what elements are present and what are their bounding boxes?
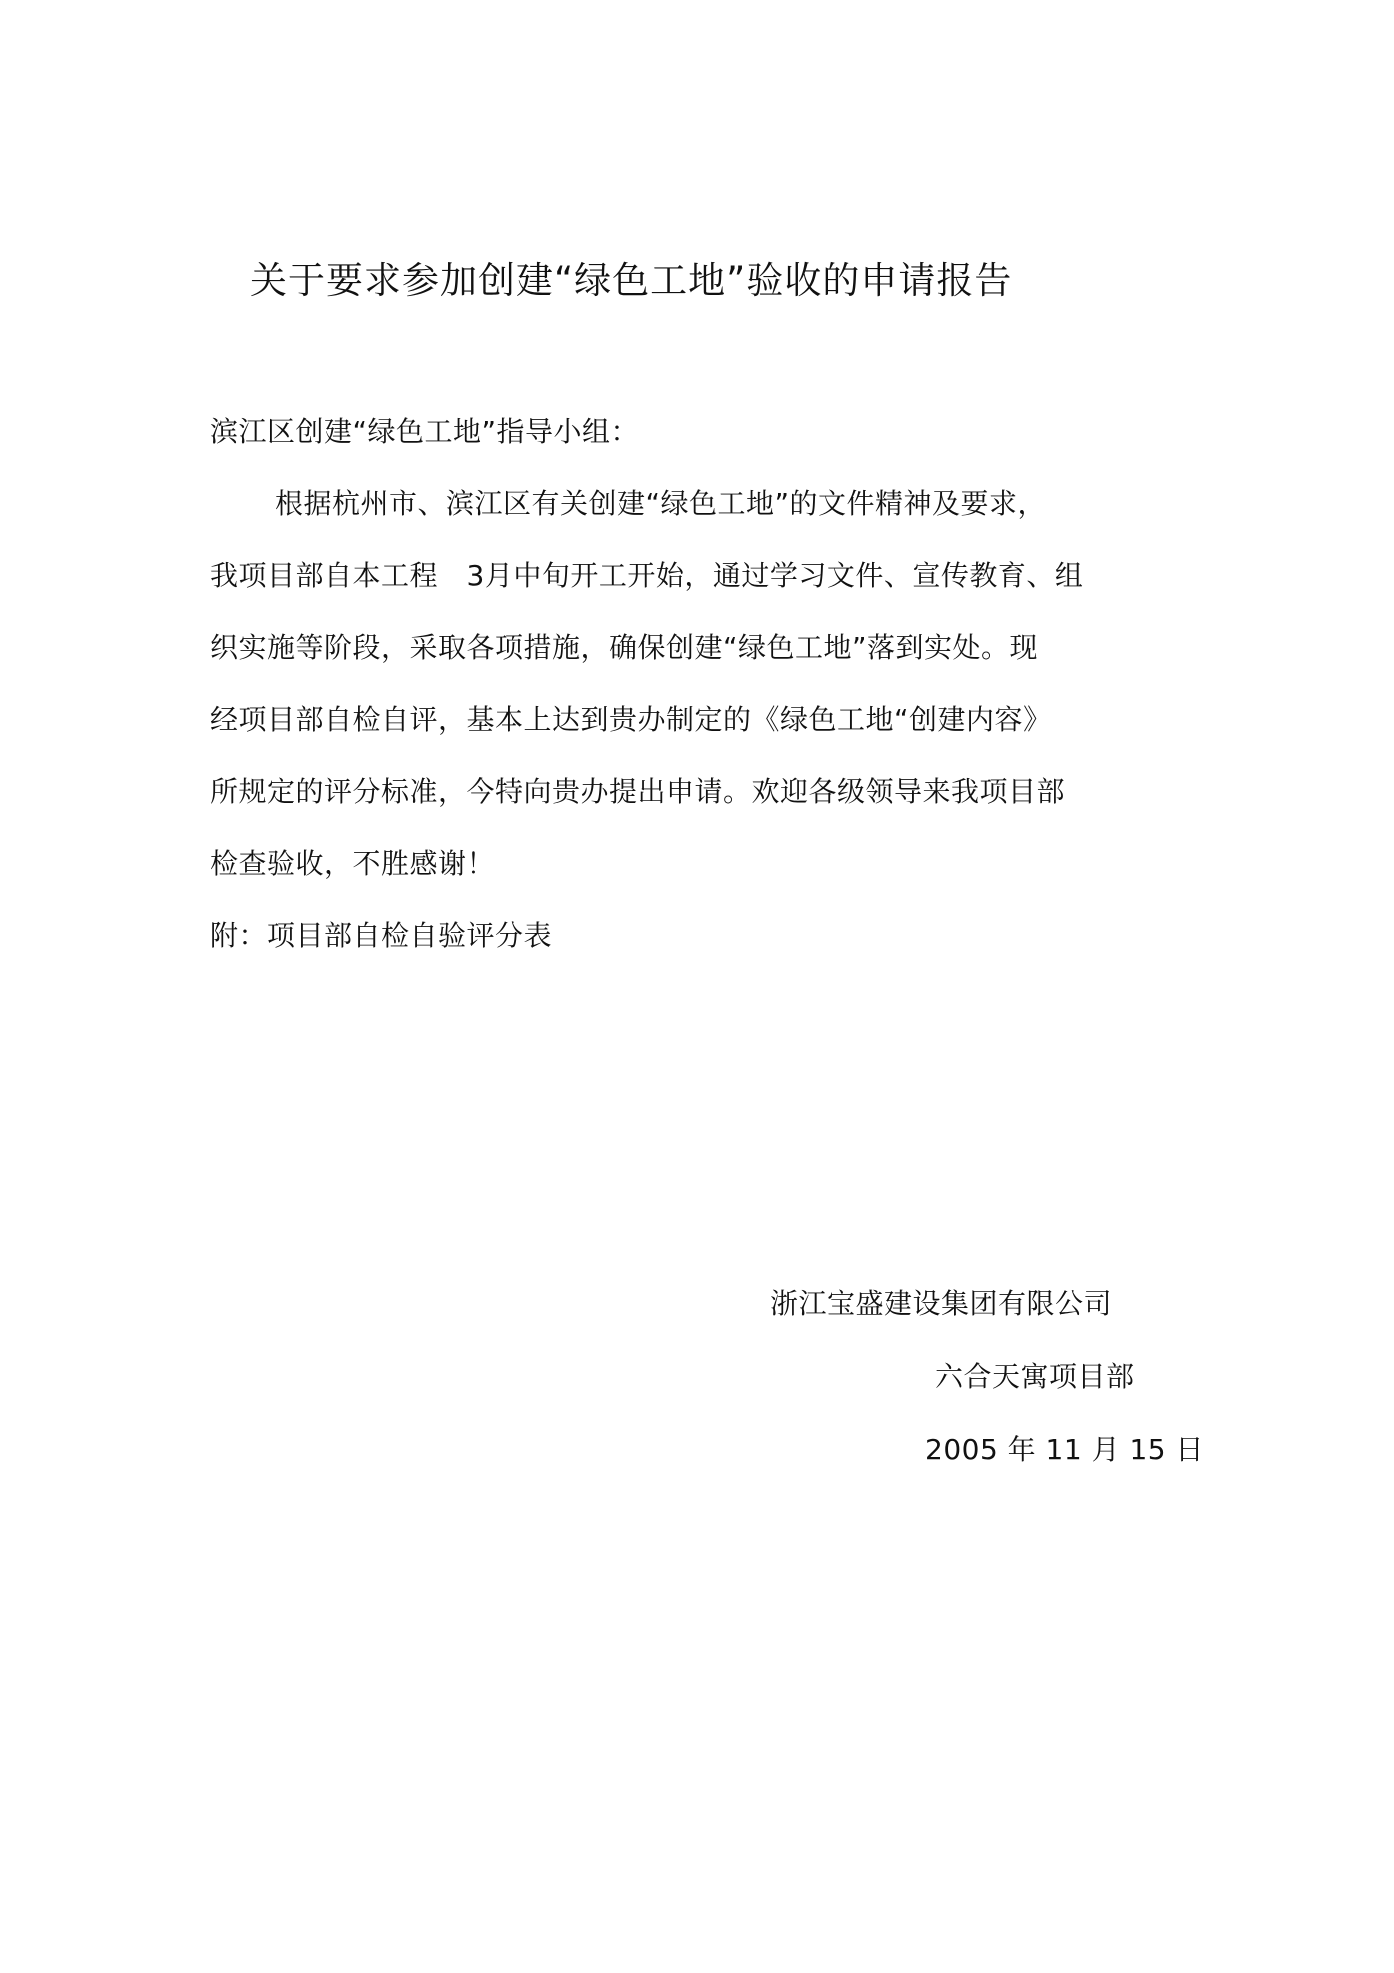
- body-line-4: 经项目部自检自评，基本上达到贵办制定的《绿色工地“创建内容》: [210, 703, 1052, 736]
- body-line-6: 检查验收，不胜感谢！: [210, 847, 496, 880]
- salutation: 滨江区创建“绿色工地”指导小组：: [210, 415, 640, 448]
- signature-company: 浙江宝盛建设集团有限公司: [770, 1287, 1113, 1320]
- document-title: 关于要求参加创建“绿色工地”验收的申请报告: [250, 259, 1013, 302]
- body-line-2: 我项目部自本工程 3月中旬开工开始，通过学习文件、宣传教育、组: [210, 559, 1084, 592]
- body-line-5: 所规定的评分标准，今特向贵办提出申请。欢迎各级领导来我项目部: [210, 775, 1066, 808]
- signature-date: 2005 年 11 月 15 日: [925, 1433, 1205, 1466]
- body-line-3: 织实施等阶段，采取各项措施，确保创建“绿色工地”落到实处。现: [210, 631, 1039, 664]
- signature-department: 六合天寓项目部: [935, 1360, 1135, 1393]
- attachment-note: 附：项目部自检自验评分表: [210, 919, 553, 952]
- body-line-1: 根据杭州市、滨江区有关创建“绿色工地”的文件精神及要求，: [275, 487, 1047, 520]
